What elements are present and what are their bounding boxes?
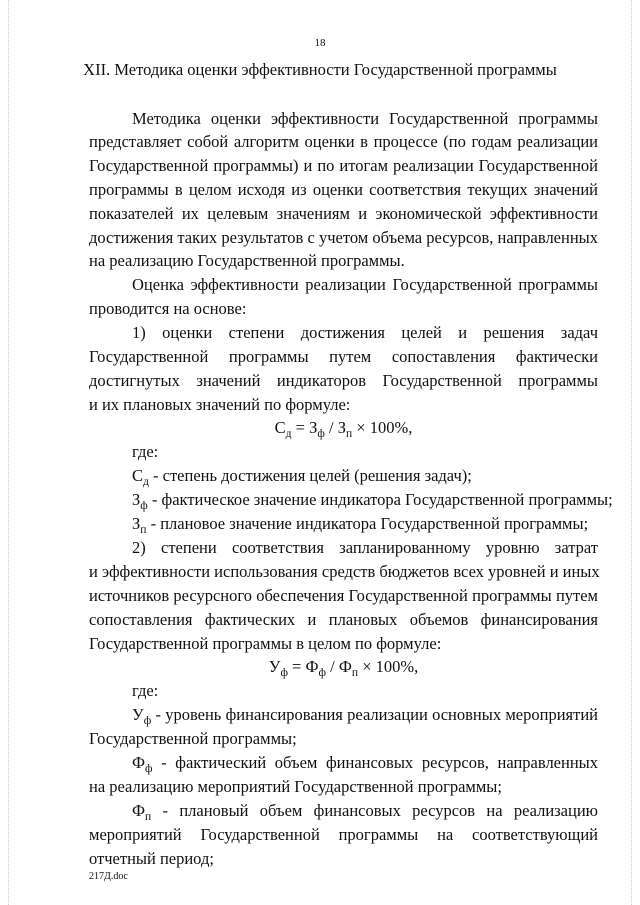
page-number: 18 [314,37,326,49]
where-label: где: [132,681,159,700]
paragraph-line: программы в целом исходя из оценки соответствия текущих значений [89,180,598,199]
list-item-line: 2) степени соответствия запланированному уровню затрат [132,538,598,557]
formula-financing: $У_ф = Ф_ф / Ф_п \times 100\%$, [268,657,419,679]
paragraph-line: достижения таких результатов с учетом объема ресурсов, направленных [89,228,598,247]
paragraph-line: Государственной программы) и по итогам реализации Государственной [89,156,598,175]
definition-line: $З_ф$ - фактическое значение индикатора Государственной программы; [132,490,613,512]
list-item-line: Государственной программы в целом по формуле: [89,634,442,653]
paragraph-line: Оценка эффективности реализации Государственной программы [132,275,598,294]
list-item-line: достигнутых значений индикаторов Государственной программы [89,371,598,390]
definition-line: отчетный период; [89,849,214,868]
list-item-line: 1) оценки степени достижения целей и решения задач [132,323,598,342]
scan-edge-left [8,0,9,905]
list-item-line: сопоставления фактических и плановых объемов финансирования [89,610,598,629]
definition-line: $З_п$ - плановое значение индикатора Государственной программы; [132,514,589,536]
paragraph-line: Методика оценки эффективности Государственной программы [132,109,598,128]
paragraph-line: представляет собой алгоритм оценки в процессе (по годам реализации [89,132,598,151]
section-heading: XII. Методика оценки эффективности Государственной программы [83,60,557,79]
list-item-line: и их плановых значений по формуле: [89,395,351,414]
paragraph-line: на реализацию Государственной программы. [89,251,405,270]
definition-line: мероприятий Государственной программы на соответствующий [89,825,598,844]
definition-line: $Ф_ф$ - фактический объем финансовых ресурсов, направленных [132,753,598,775]
definition-line: на реализацию мероприятий Государственной программы; [89,777,502,796]
footer-filename: 217Д.doc [89,871,128,882]
definition-line: $С_д$ - степень достижения целей (решения задач); [132,466,472,488]
definition-line: Государственной программы; [89,729,297,748]
list-item-line: и эффективности использования средств бюджетов всех уровней и иных [89,562,600,581]
definition-line: $Ф_п$ - плановый объем финансовых ресурсов на реализацию [132,801,598,823]
definition-line: $У_ф$ - уровень финансирования реализации основных мероприятий [132,705,598,727]
where-label: где: [132,442,159,461]
list-item-line: Государственной программы путем сопоставления фактически [89,347,598,366]
paragraph-line: проводится на основе: [89,299,247,318]
list-item-line: источников ресурсного обеспечения Государственной программы путем [89,586,598,605]
paragraph-line: показателей их целевым значениям и экономической эффективности [89,204,598,223]
formula-achievement: $С_д = З_ф / З_п \times 100\%$, [274,418,413,440]
